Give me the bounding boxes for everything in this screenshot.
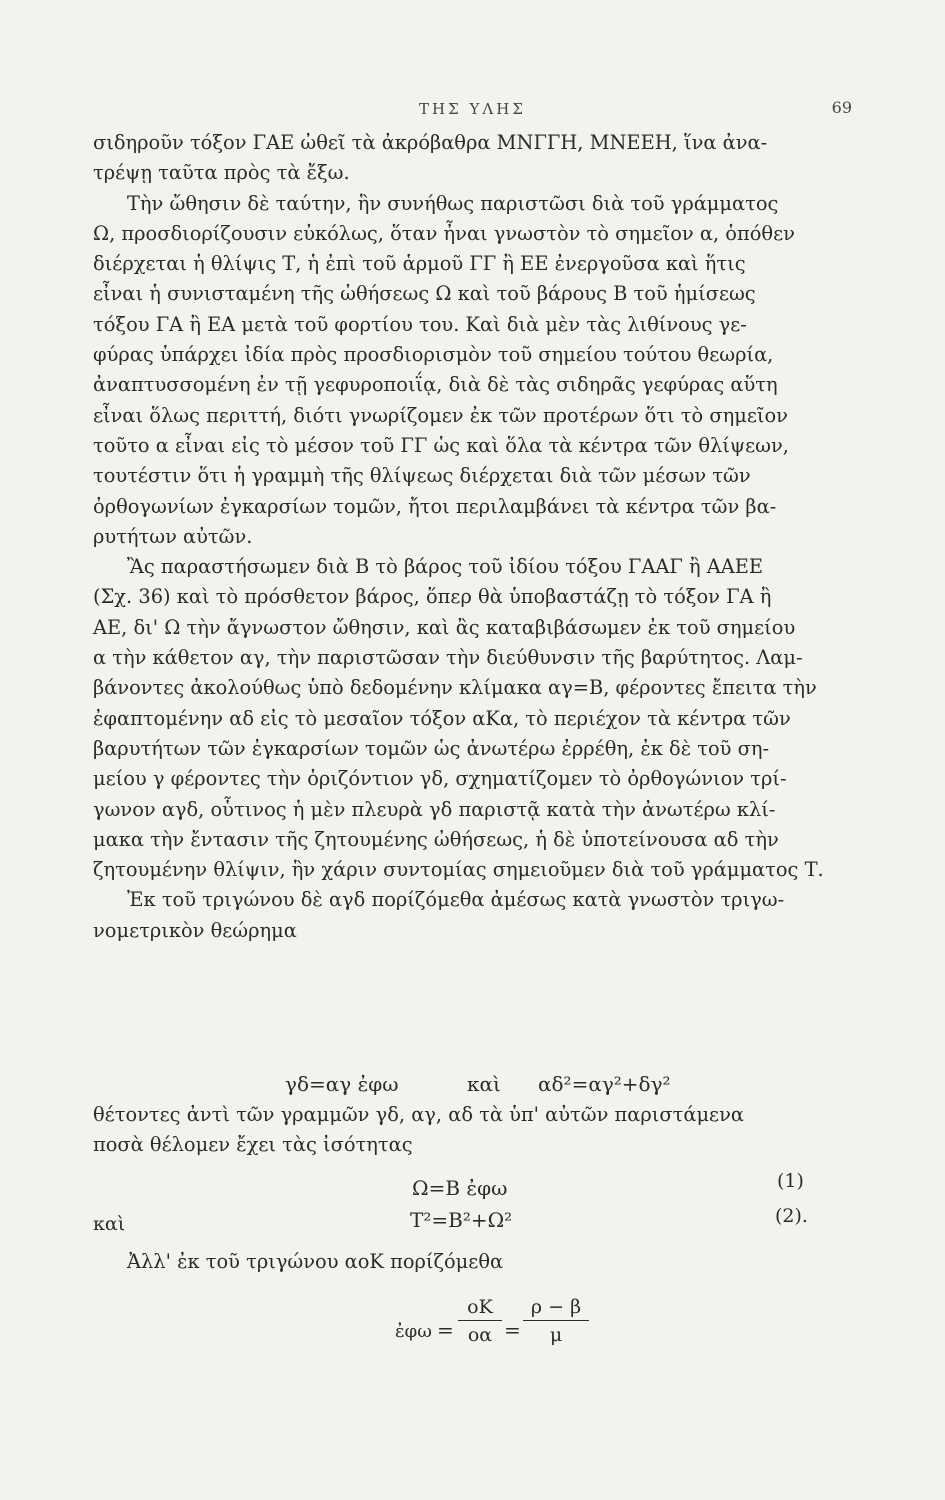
body-text-3 (93, 1247, 853, 1277)
text-line: Ἀλλ' ἐκ τοῦ τριγώνου αοΚ πορίζόμεθα (127, 1250, 504, 1273)
formula-left: γδ=αγ ἐφω (285, 1072, 399, 1096)
text-line: Ἐκ τοῦ τριγώνου δὲ αγδ πορίζόμεθα ἀμέσως κατὰ γνωστὸν τριγω- (127, 888, 785, 912)
text-line: τρέψῃ ταῦτα πρὸς τὰ ἔξω. (93, 161, 350, 185)
text-line: θέτοντες ἀντὶ τῶν γραμμῶν γδ, αγ, αδ τὰ ὑπ' αὐτῶν παριστάμενα (93, 1103, 744, 1126)
equals-sign: = (437, 1318, 454, 1342)
text-line: ΑΕ, δι' Ω τὴν ἄγνωστον ὤθησιν, καὶ ἂς καταβιβάσωμεν ἐκ τοῦ σημείου (93, 615, 796, 639)
text-line: τόξου ΓΑ ἢ ΕΑ μετὰ τοῦ φορτίου του. Καὶ διὰ μὲν τὰς λιθίνους γε- (93, 312, 747, 336)
text-line: τουτέστιν ὅτι ἡ γραμμὴ τῆς θλίψεως διέρχεται διὰ τῶν μέσων τῶν (93, 464, 751, 488)
text-line: γωνον αγδ, οὗτινος ἡ μὲν πλευρὰ γδ παριστᾷ κατὰ τὴν ἀνωτέρω κλί- (93, 797, 776, 821)
equation-1: Ω=Β ἐφω (412, 1176, 508, 1200)
text-line: βαρυτήτων τῶν ἐγκαρσίων τομῶν ὡς ἀνωτέρω ἐρρέθη, ἐκ δὲ τοῦ ση- (93, 736, 770, 760)
text-line: ἀναπτυσσομένη ἐν τῇ γεφυροποιΐᾳ, διὰ δὲ τὰς σιδηρᾶς γεφύρας αὕτη (93, 373, 778, 397)
text-line: Τὴν ὤθησιν δὲ ταύτην, ἣν συνήθως παριστῶσι διὰ τοῦ γράμματος (127, 191, 779, 215)
text-line: (Σχ. 36) καὶ τὸ πρόσθετον βάρος, ὅπερ θὰ ὑποβαστάζῃ τὸ τόξον ΓΑ ἢ (93, 585, 772, 609)
text-line: ρυτήτων αὐτῶν. (93, 524, 253, 548)
text-line: α τὴν κάθετον αγ, τὴν παριστῶσαν τὴν διεύθυνσιν τῆς βαρύτητος. Λαμ- (93, 646, 803, 670)
text-line: εἶναι ὅλως περιττή, διότι γνωρίζομεν ἐκ τῶν προτέρων ὅτι τὸ σημεῖον (93, 403, 788, 427)
equation-2-prefix: καὶ (93, 1213, 126, 1235)
equals-sign: = (504, 1318, 521, 1342)
text-line: εἶναι ἡ συνισταμένη τῆς ὠθήσεως Ω καὶ τοῦ βάρους Β τοῦ ἡμίσεως (93, 282, 756, 306)
text-line: ἐφαπτομένην αδ εἰς τὸ μεσαῖον τόξον αΚα, τὸ περιέχον τὰ κέντρα τῶν (93, 706, 791, 730)
fraction-2-denominator: μ (549, 1324, 563, 1346)
formula-conjunction: καὶ (467, 1072, 501, 1096)
text-line: Ω, προσδιορίζουσιν εὐκόλως, ὅταν ἦναι γνωστὸν τὸ σημεῖον α, ὁπόθεν (93, 221, 795, 245)
body-text (93, 128, 853, 946)
page-number: 69 (831, 98, 852, 117)
formula-right: αδ²=αγ²+δγ² (538, 1072, 671, 1096)
text-line: μείου γ φέροντες τὴν ὁριζόντιον γδ, σχηματίζομεν τὸ ὀρθογώνιον τρί- (93, 767, 787, 791)
fraction-1-denominator: οα (467, 1324, 493, 1346)
body-text-2 (93, 1100, 853, 1161)
text-line: διέρχεται ἡ θλίψις Τ, ἡ ἐπὶ τοῦ ἁρμοῦ ΓΓ ἢ ΕΕ ἐνεργοῦσα καὶ ἥτις (93, 252, 746, 276)
text-line: ποσὰ θέλομεν ἔχει τὰς ἰσότητας (93, 1133, 413, 1157)
fraction-2 (523, 1296, 589, 1346)
formula-final-lhs: ἐφω (395, 1321, 432, 1342)
text-line: νομετρικὸν θεώρημα (93, 918, 297, 942)
text-line: βάνοντες ἀκολούθως ὑπὸ δεδομένην κλίμακα αγ=Β, φέροντες ἔπειτα τὴν (93, 676, 817, 700)
text-line: Ἂς παραστήσωμεν διὰ Β τὸ βάρος τοῦ ἰδίου τόξου ΓΑΑΓ ἢ ΑΑΕΕ (127, 555, 764, 579)
fraction-1 (458, 1296, 502, 1346)
text-line: σιδηροῦν τόξον ΓΑΕ ὠθεῖ τὰ ἀκρόβαθρα ΜΝΓΓΗ, ΜΝΕΕΗ, ἵνα ἀνα- (93, 131, 768, 154)
equation-1-label: (1) (777, 1170, 804, 1192)
text-line: φύρας ὑπάρχει ἰδία πρὸς προσδιορισμὸν τοῦ σημείου τούτου θεωρία, (93, 343, 774, 367)
text-line: ζητουμένην θλίψιν, ἣν χάριν συντομίας σημειοῦμεν διὰ τοῦ γράμματος Τ. (93, 858, 824, 882)
text-line: τοῦτο α εἶναι εἰς τὸ μέσον τοῦ ΓΓ ὡς καὶ ὅλα τὰ κέντρα τῶν θλίψεων, (93, 433, 789, 457)
equation-2: Τ²=Β²+Ω² (410, 1208, 513, 1232)
running-title: ΤΗΣ ΥΛΗΣ (419, 100, 526, 118)
fraction-1-numerator: οΚ (458, 1296, 502, 1321)
fraction-2-numerator: ρ − β (523, 1296, 589, 1321)
equation-2-label: (2). (775, 1205, 808, 1227)
text-line: μακα τὴν ἔντασιν τῆς ζητουμένης ὠθήσεως, ἡ δὲ ὑποτείνουσα αδ τὴν (93, 827, 779, 851)
text-line: ὀρθογωνίων ἐγκαρσίων τομῶν, ἤτοι περιλαμβάνει τὰ κέντρα τῶν βα- (93, 494, 777, 518)
